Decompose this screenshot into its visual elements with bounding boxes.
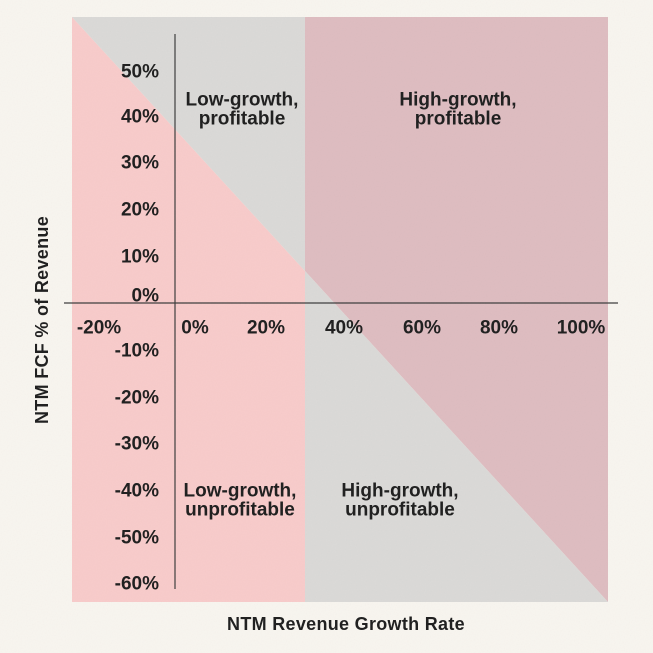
- y-tick-label: 20%: [120, 199, 159, 221]
- x-axis-title: NTM Revenue Growth Rate: [227, 614, 465, 634]
- label-high-growth-profitable-line1: High-growth,: [399, 89, 517, 111]
- y-tick-label: -10%: [114, 340, 159, 362]
- x-tick-label: 40%: [324, 317, 364, 339]
- y-tick-label: -40%: [114, 480, 159, 502]
- label-high-growth-profitable-line2: profitable: [414, 108, 502, 130]
- y-tick-label: -30%: [114, 433, 159, 455]
- y-tick-label: 50%: [120, 61, 159, 83]
- x-tick-label: 20%: [246, 317, 286, 339]
- label-high-growth-unprofitable-line1: High-growth,: [341, 480, 459, 502]
- y-tick-label: 40%: [120, 106, 159, 128]
- x-tick-label: 100%: [556, 317, 606, 339]
- y-axis-title: NTM FCF % of Revenue: [32, 215, 52, 425]
- label-high-growth-unprofitable-line2: unprofitable: [345, 499, 455, 521]
- y-tick-label: -60%: [114, 573, 159, 595]
- label-low-growth-profitable-line1: Low-growth,: [185, 89, 299, 111]
- x-tick-label: 80%: [479, 317, 519, 339]
- y-tick-label: -50%: [114, 527, 159, 549]
- y-tick-label: 30%: [120, 152, 159, 174]
- x-tick-label: 60%: [402, 317, 442, 339]
- y-tick-label: 10%: [120, 246, 159, 268]
- y-tick-label: 0%: [131, 285, 159, 307]
- y-tick-label: -20%: [114, 387, 159, 409]
- label-low-growth-unprofitable-line1: Low-growth,: [183, 480, 297, 502]
- x-tick-label: -20%: [76, 317, 122, 339]
- x-tick-label: 0%: [181, 317, 209, 339]
- label-low-growth-profitable-line2: profitable: [198, 108, 286, 130]
- label-low-growth-unprofitable-line2: unprofitable: [185, 499, 295, 521]
